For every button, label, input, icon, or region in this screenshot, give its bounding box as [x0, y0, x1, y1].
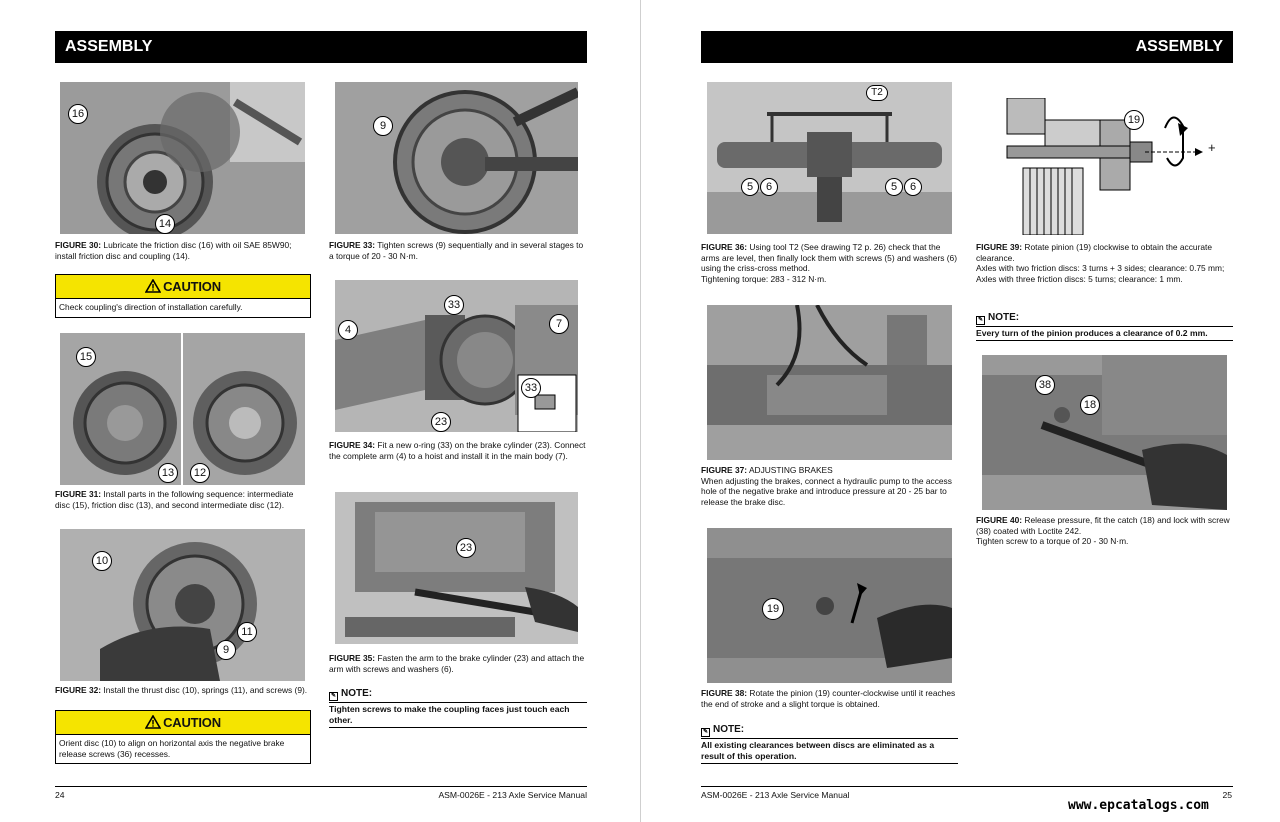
figure-30-photo [60, 82, 305, 234]
right-footer-rule [701, 786, 1233, 787]
figure-33-label: FIGURE 33: [329, 240, 376, 250]
note-icon: ✎ [330, 693, 337, 699]
figure-36-callout-5-right: 5 [885, 178, 903, 196]
figure-32-callout-10: 10 [92, 551, 112, 571]
note-text-left: Tighten screws to make the coupling faces just touch each other. [329, 703, 587, 728]
figure-32-text: Install the thrust disc (10), springs (11), and screws (9). [101, 685, 308, 695]
caution-header-2 [56, 711, 310, 735]
figure-35-label: FIGURE 35: [329, 653, 376, 663]
figure-33-photo [335, 82, 578, 234]
note-text-right-2: Every turn of the pinion produces a clearance of 0.2 mm. [976, 327, 1233, 341]
figure-32-caption [55, 685, 310, 696]
left-header: ASSEMBLY [55, 31, 587, 63]
figure-40-photo [982, 355, 1227, 510]
figure-40-callout-38: 38 [1035, 375, 1055, 395]
caution-text-2: Orient disc (10) to align on horizontal axis the negative brake release screws (36) recesses. [59, 738, 285, 759]
figure-34-callout-4: 4 [338, 320, 358, 340]
figure-39-line2: Axles with two friction discs: 3 turns + 3 sides; clearance: 0.75 mm; [976, 263, 1225, 274]
figure-38-label: FIGURE 38: [701, 688, 748, 698]
figure-34-callout-23: 23 [431, 412, 451, 432]
figure-37-photo [707, 305, 952, 460]
figure-38-caption [701, 688, 959, 709]
figure-30-caption [55, 240, 310, 261]
left-footer-manual: ASM-0026E - 213 Axle Service Manual [438, 790, 587, 800]
figure-35-text: Fasten the arm to the brake cylinder (23) and attach the arm with screws and washers (6). [329, 653, 585, 674]
note-header-left [329, 688, 587, 703]
figure-36-callout-6-left: 6 [760, 178, 778, 196]
figure-31-callout-15: 15 [76, 347, 96, 367]
right-footer-manual: ASM-0026E - 213 Axle Service Manual [701, 790, 850, 800]
figure-39-line3: Axles with three friction discs: 5 turns; clearance: 1 mm. [976, 273, 1183, 284]
figure-39-label: FIGURE 39: [976, 242, 1023, 252]
figure-35-photo [335, 492, 578, 644]
figure-30-callout-16: 16 [68, 104, 88, 124]
figure-33-callout-9: 9 [373, 116, 393, 136]
note-title-right-2: NOTE: [988, 312, 1020, 323]
figure-37-text: When adjusting the brakes, connect a hydraulic pump to the access hole of the negative brake and introduce pressure at 20 - 25 bar to release the brake disc. [701, 475, 952, 507]
figure-38-callout-19: 19 [762, 598, 784, 620]
figure-33-text: Tighten screws (9) sequentially and in several stages to a torque of 20 - 30 N·m. [329, 240, 584, 261]
figure-39-caption [976, 242, 1238, 284]
figure-30-label: FIGURE 30: [55, 240, 102, 250]
figure-34-inset-callout-33: 33 [521, 378, 541, 398]
figure-38-text: Rotate the pinion (19) counter-clockwise until it reaches the end of stroke and a slight torque is obtained. [701, 688, 956, 709]
right-page [641, 0, 1280, 822]
figure-39-drawing [995, 98, 1241, 235]
left-footer-rule [55, 786, 587, 787]
figure-34-label: FIGURE 34: [329, 440, 376, 450]
figure-34-callout-33: 33 [444, 295, 464, 315]
figure-37-caption [701, 465, 959, 507]
figure-34-caption [329, 440, 587, 461]
figure-30-text: Lubricate the friction disc (16) with oil SAE 85W90; install friction disc and coupling (14). [55, 240, 292, 261]
note-icon: ✎ [702, 729, 709, 735]
figure-40-label: FIGURE 40: [976, 515, 1023, 525]
figure-37-title: ADJUSTING BRAKES [747, 465, 833, 475]
note-text-right-1: All existing clearances between discs are eliminated as a result of this operation. [701, 739, 958, 764]
figure-36-torque: Tightening torque: 283 - 312 N·m. [701, 273, 827, 284]
caution-box-2 [55, 710, 311, 764]
figure-32-label: FIGURE 32: [55, 685, 102, 695]
figure-37-label: FIGURE 37: [701, 465, 748, 475]
figure-36-label: FIGURE 36: [701, 242, 748, 252]
figure-35-callout-23: 23 [456, 538, 476, 558]
right-header: ASSEMBLY [701, 31, 1233, 63]
figure-36-photo [707, 82, 952, 234]
caution-title-2: CAUTION [163, 715, 221, 730]
figure-36-caption [701, 242, 959, 284]
warning-triangle-icon [145, 715, 161, 729]
warning-triangle-icon [145, 279, 161, 293]
note-header-right-2 [976, 312, 1233, 327]
figure-39-plus-label: + [1208, 140, 1216, 155]
figure-36-callout-T2: T2 [866, 85, 888, 101]
figure-38-photo [707, 528, 952, 683]
figure-32-callout-9: 9 [216, 640, 236, 660]
figure-32-photo [60, 529, 305, 681]
figure-31-photo [60, 333, 305, 485]
figure-31-callout-13: 13 [158, 463, 178, 483]
left-page-number: 24 [55, 790, 65, 800]
caution-box-1 [55, 274, 311, 318]
figure-30-callout-14: 14 [155, 214, 175, 234]
caution-title-1: CAUTION [163, 279, 221, 294]
note-box-right-2 [976, 312, 1233, 341]
note-box-left [329, 688, 587, 728]
caution-header-1 [56, 275, 310, 299]
figure-40-text: Release pressure, fit the catch (18) and lock with screw (38) coated with Loctite 242. [976, 515, 1230, 536]
figure-34-photo [335, 280, 578, 432]
figure-33-caption [329, 240, 587, 261]
watermark-text: www.epcatalogs.com [1068, 798, 1209, 813]
caution-text-1: Check coupling's direction of installation carefully. [59, 302, 243, 312]
note-icon: ✎ [977, 317, 984, 323]
figure-36-text: Using tool T2 (See drawing T2 p. 26) check that the arms are level, then finally lock them with screws (5) and washers (6) using the criss-cross method. [701, 242, 957, 274]
figure-31-callout-12: 12 [190, 463, 210, 483]
figure-36-callout-5-left: 5 [741, 178, 759, 196]
figure-35-caption [329, 653, 587, 674]
figure-40-line2: Tighten screw to a torque of 20 - 30 N·m. [976, 536, 1129, 547]
figure-40-caption [976, 515, 1238, 547]
figure-34-callout-7: 7 [549, 314, 569, 334]
note-header-right-1 [701, 724, 958, 739]
figure-40-callout-18: 18 [1080, 395, 1100, 415]
figure-32-callout-11: 11 [237, 622, 257, 642]
figure-31-text: Install parts in the following sequence: intermediate disc (15), friction disc (13), and second intermediate disc (12). [55, 489, 294, 510]
figure-31-label: FIGURE 31: [55, 489, 102, 499]
right-page-number: 25 [1222, 790, 1232, 800]
figure-39-text: Rotate pinion (19) clockwise to obtain the accurate clearance. [976, 242, 1213, 263]
figure-34-text: Fit a new o-ring (33) on the brake cylinder (23). Connect the complete arm (4) to a hoist and install it in the main body (7). [329, 440, 586, 461]
figure-31-caption [55, 489, 310, 510]
note-title-left: NOTE: [341, 688, 373, 699]
figure-39-callout-19: 19 [1124, 110, 1144, 130]
note-title-right-1: NOTE: [713, 724, 745, 735]
figure-36-callout-6-right: 6 [904, 178, 922, 196]
note-box-right-1 [701, 724, 958, 764]
